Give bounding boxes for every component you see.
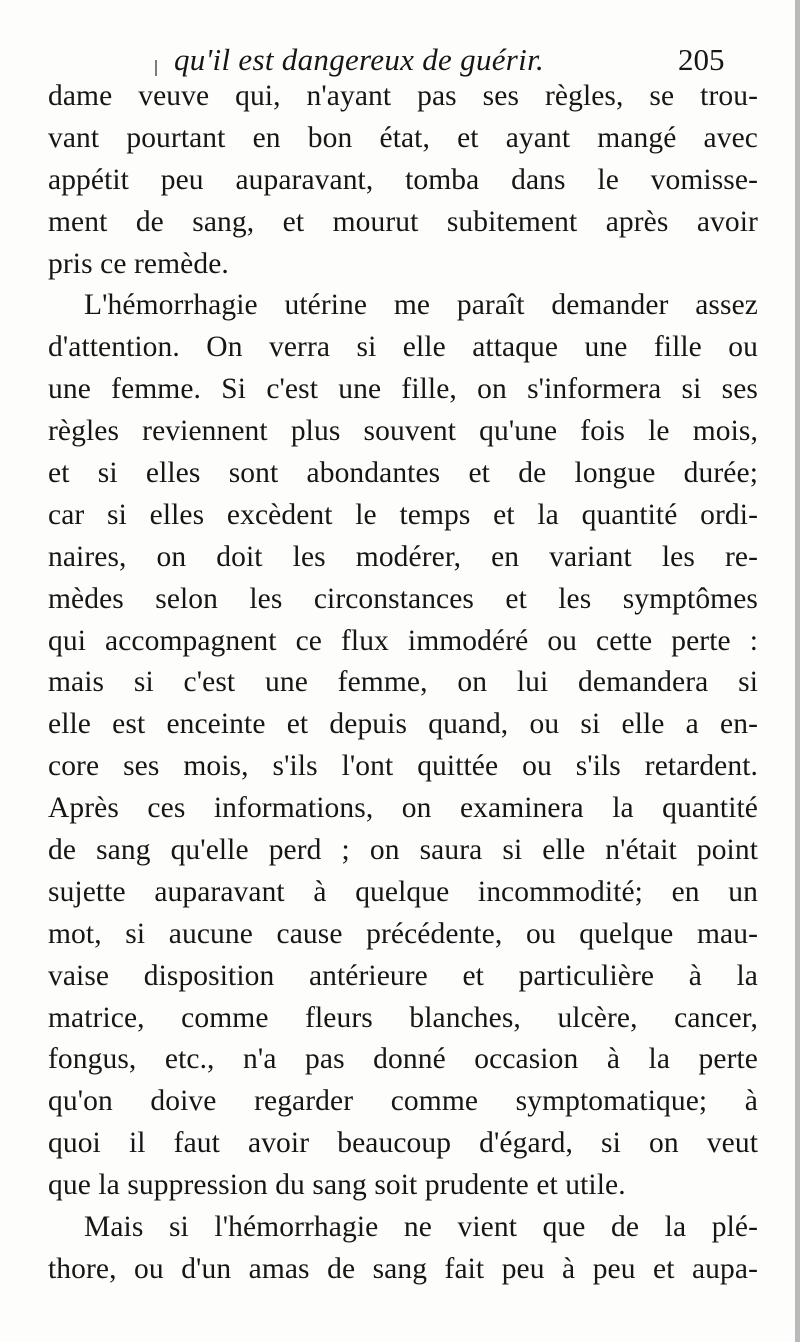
text-line: mais si c'est une femme, on lui demandera si (48, 666, 758, 699)
text-line: mot, si aucune cause précédente, ou quelque mau- (48, 917, 758, 950)
text-line: dame veuve qui, n'ayant pas ses règles, se trou- (48, 80, 758, 112)
text-line: règles reviennent plus souvent qu'une fois le mois, (48, 415, 758, 448)
running-title: qu'il est dangereux de guérir. (174, 42, 545, 77)
text-line: sujette auparavant à quelque incommodité; en un (48, 875, 758, 908)
text-line: Mais si l'hémorrhagie ne vient que de la plé- (84, 1211, 758, 1244)
text-line: qu'on doive regarder comme symptomatique; à (48, 1085, 758, 1118)
text-line: de sang qu'elle perd ; on saura si elle n'était point (48, 834, 758, 867)
text-line: et si elles sont abondantes et de longue durée; (48, 457, 758, 490)
text-line: ment de sang, et mourut subitement après avoir (48, 205, 758, 238)
text-line: elle est enceinte et depuis quand, ou si elle a en- (48, 708, 758, 741)
text-line: vaise disposition antérieure et particulière à la (48, 959, 758, 992)
text-line: car si elles excèdent le temps et la quantité ordi- (48, 498, 758, 531)
text-line: appétit peu auparavant, tomba dans le vomisse- (48, 163, 758, 196)
text-line: pris ce remède. (48, 247, 229, 280)
text-line: qui accompagnent ce flux immodéré ou cette perte : (48, 624, 758, 657)
text-line: une femme. Si c'est une fille, on s'informera si ses (48, 373, 758, 406)
page-edge-shadow (795, 0, 800, 1342)
text-line: fongus, etc., n'a pas donné occasion à la perte (48, 1043, 758, 1076)
text-line: L'hémorrhagie utérine me paraît demander assez (84, 289, 758, 322)
text-line: que la suppression du sang soit prudente et utile. (48, 1169, 626, 1202)
text-line: mèdes selon les circonstances et les symptômes (48, 582, 758, 615)
text-line: d'attention. On verra si elle attaque une fille ou (48, 331, 758, 364)
text-line: matrice, comme fleurs blanches, ulcère, cancer, (48, 1001, 758, 1034)
text-line: Après ces informations, on examinera la quantité (48, 792, 758, 825)
text-line: naires, on doit les modérer, en variant les re- (48, 540, 758, 573)
page-number: 205 (678, 42, 725, 77)
text-line: core ses mois, s'ils l'ont quittée ou s'ils retardent. (48, 750, 758, 783)
page-header (0, 28, 800, 78)
body-text (48, 76, 758, 1291)
text-line: vant pourtant en bon état, et ayant mangé avec (48, 121, 758, 154)
text-line: thore, ou d'un amas de sang fait peu à peu et aupa- (48, 1252, 758, 1285)
text-line: quoi il faut avoir beaucoup d'égard, si on veut (48, 1127, 758, 1160)
